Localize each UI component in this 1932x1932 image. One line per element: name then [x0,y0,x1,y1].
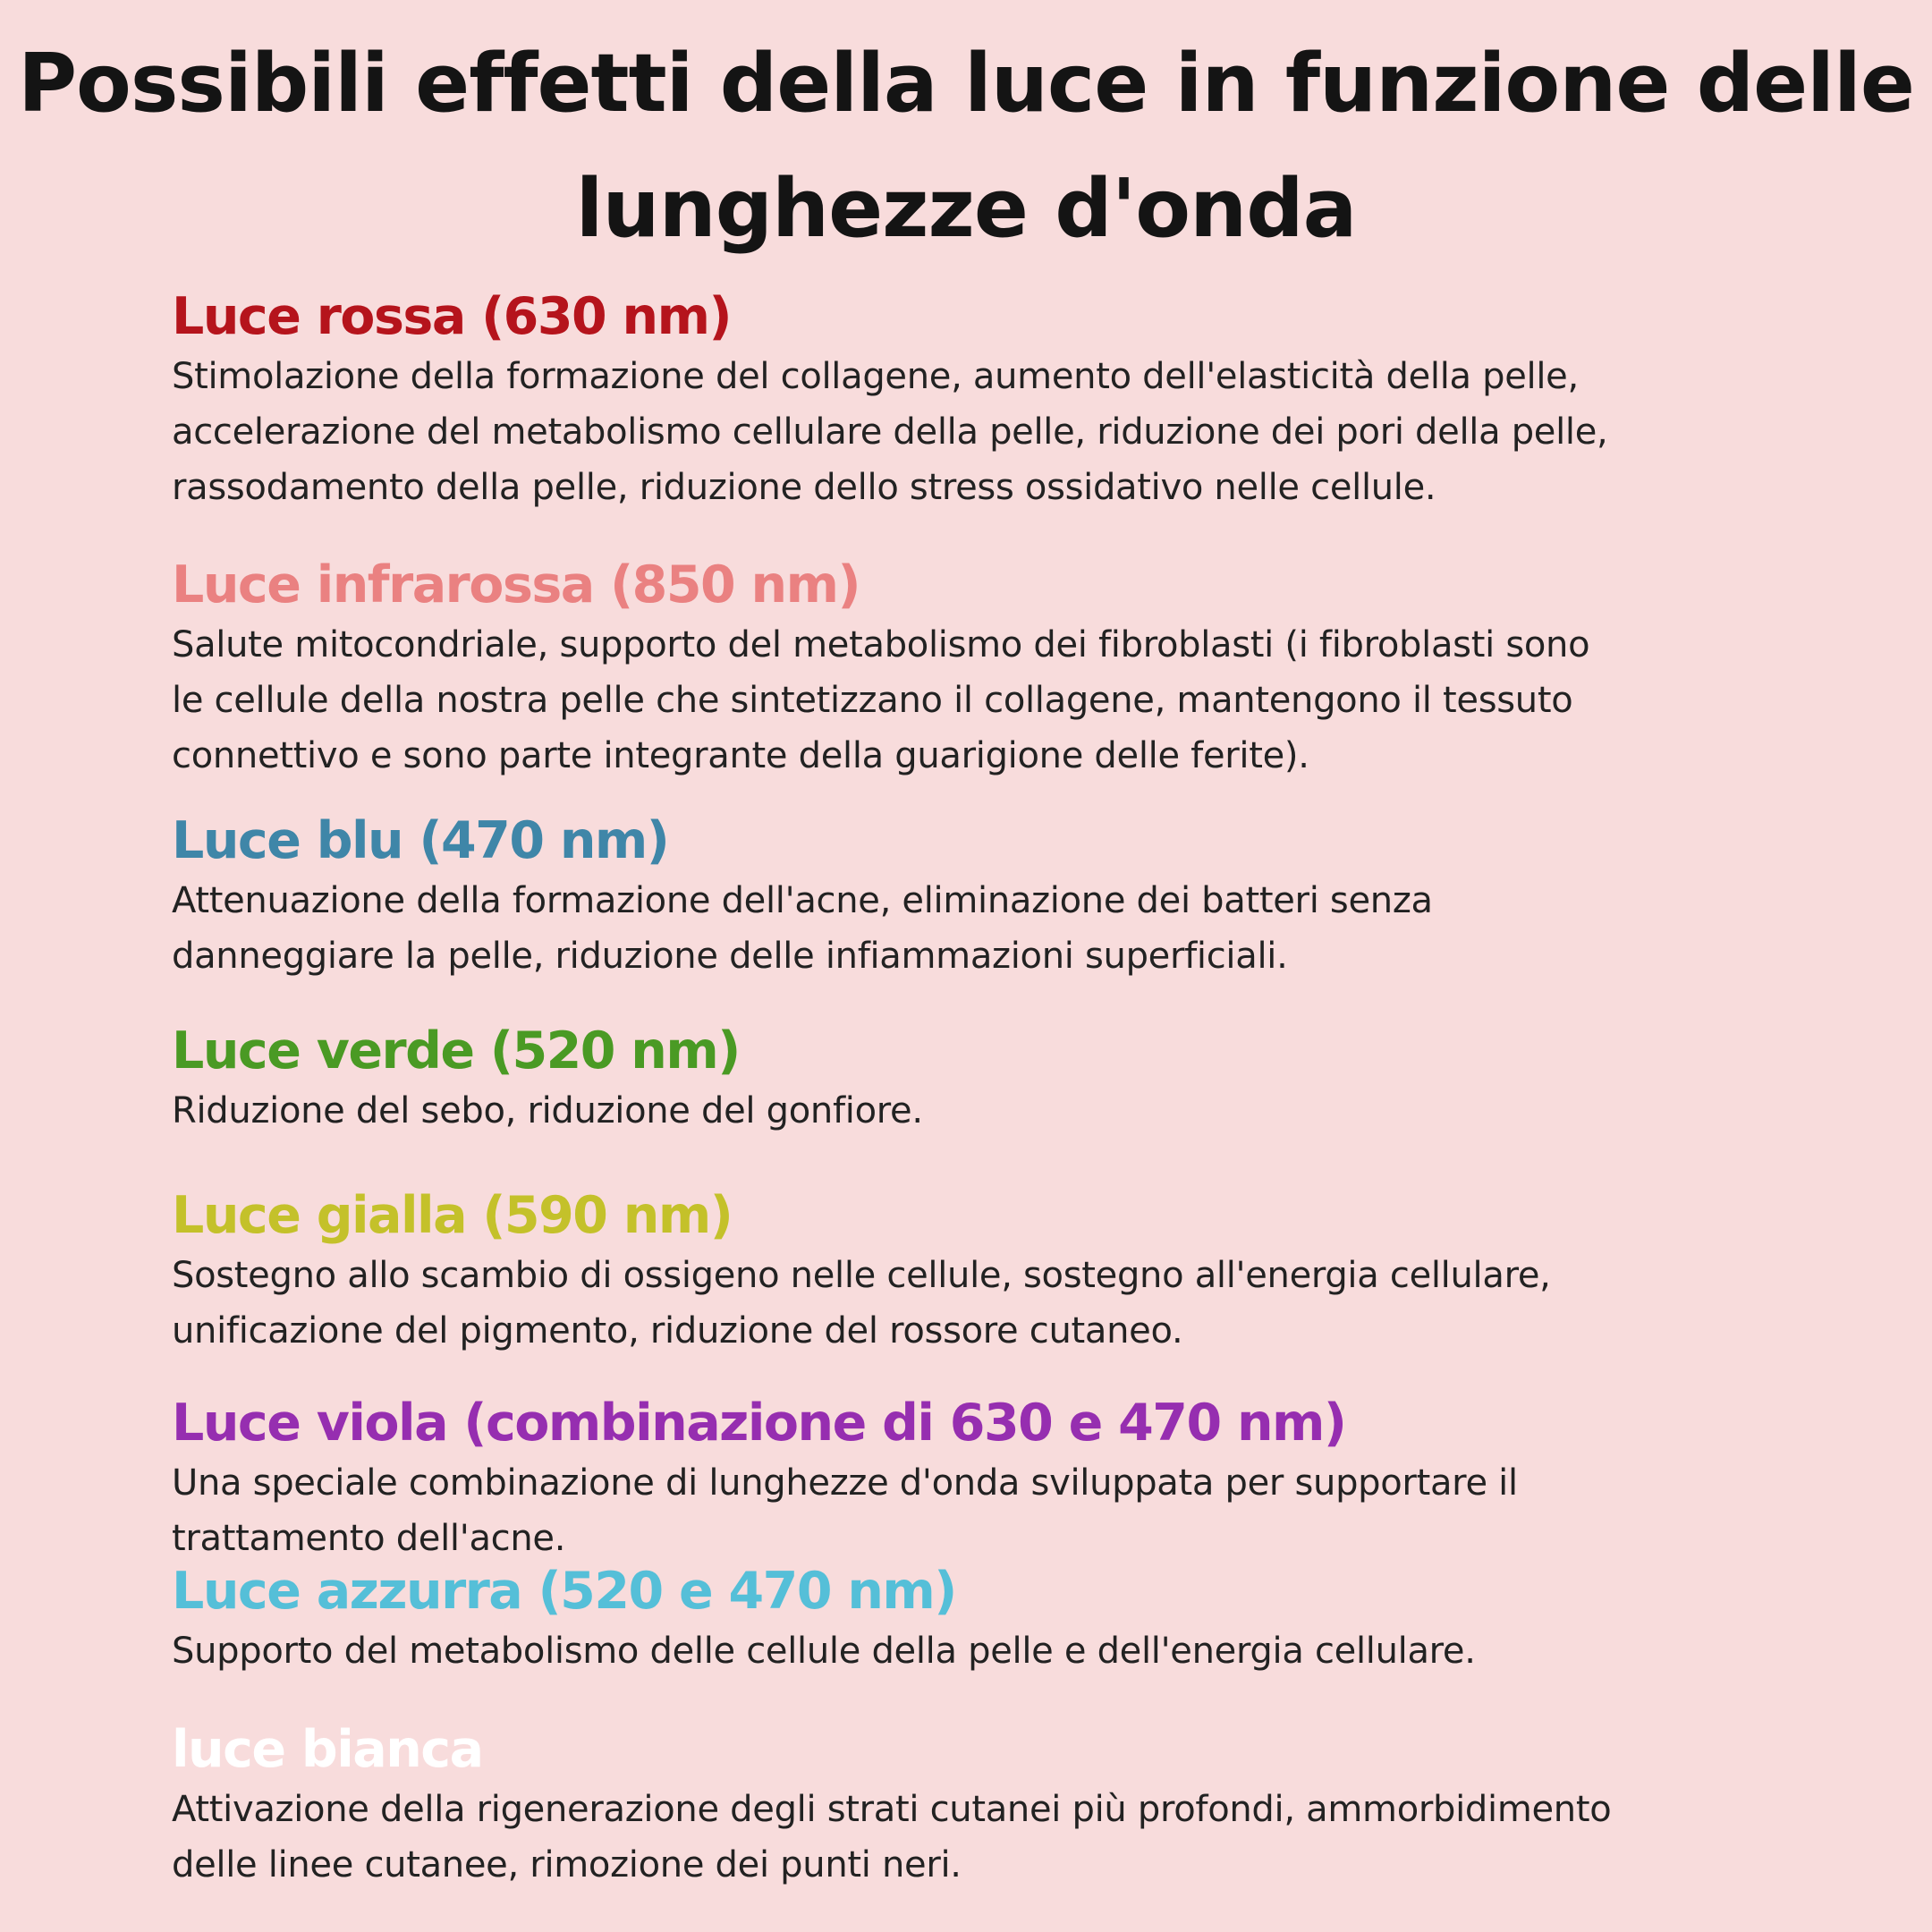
page-title [0,21,1932,272]
section-violet-light [172,1391,1925,1566]
page-title-line-2: lunghezze d'onda [575,162,1357,256]
section-heading-red: Luce rossa (630 nm) [172,287,732,346]
section-heading-violet: Luce viola (combinazione di 630 e 470 nm) [172,1394,1346,1453]
section-red-light [172,284,1925,515]
text-line: Riduzione del sebo, riduzione del gonfiore. [172,1090,923,1131]
text-line: delle linee cutanee, rimozione dei punti neri. [172,1844,962,1885]
section-text-azure [172,1623,1925,1679]
section-text-red [172,349,1925,515]
section-heading-blue: Luce blu (470 nm) [172,811,669,870]
section-azure-light [172,1559,1925,1679]
section-heading-azure: Luce azzurra (520 e 470 nm) [172,1562,956,1621]
text-line: Attivazione della rigenerazione degli strati cutanei più profondi, ammorbidimento [172,1789,1612,1830]
section-heading-white: luce bianca [172,1720,483,1779]
section-text-white [172,1782,1925,1893]
text-line: Salute mitocondriale, supporto del metabolismo dei fibroblasti (i fibroblasti sono [172,624,1590,665]
text-line: Stimolazione della formazione del collagene, aumento dell'elasticità della pelle, [172,356,1579,397]
section-blue-light [172,809,1925,984]
page-title-line-1: Possibili effetti della luce in funzione delle [18,37,1914,131]
text-line: connettivo e sono parte integrante della guarigione delle ferite). [172,735,1309,776]
text-line: rassodamento della pelle, riduzione dello stress ossidativo nelle cellule. [172,467,1436,508]
section-infrared-light [172,553,1925,784]
section-text-infrared [172,617,1925,784]
section-text-green [172,1083,1925,1139]
text-line: unificazione del pigmento, riduzione del rossore cutaneo. [172,1310,1183,1352]
text-line: Una speciale combinazione di lunghezze d'onda sviluppata per supportare il [172,1462,1518,1504]
section-green-light [172,1019,1925,1139]
text-line: accelerazione del metabolismo cellulare della pelle, riduzione dei pori della pelle, [172,411,1608,453]
text-line: trattamento dell'acne. [172,1518,566,1559]
section-heading-green: Luce verde (520 nm) [172,1021,740,1080]
text-line: Attenuazione della formazione dell'acne, eliminazione dei batteri senza [172,880,1433,921]
section-text-violet [172,1455,1925,1566]
section-yellow-light [172,1183,1925,1359]
text-line: Supporto del metabolismo delle cellule della pelle e dell'energia cellulare. [172,1631,1476,1672]
section-text-yellow [172,1248,1925,1359]
text-line: le cellule della nostra pelle che sintetizzano il collagene, mantengono il tessuto [172,680,1573,721]
text-line: Sostegno allo scambio di ossigeno nelle cellule, sostegno all'energia cellulare, [172,1255,1551,1296]
section-heading-yellow: Luce gialla (590 nm) [172,1186,733,1245]
section-text-blue [172,873,1925,984]
section-white-light [172,1717,1925,1893]
text-line: danneggiare la pelle, riduzione delle infiammazioni superficiali. [172,936,1288,977]
section-heading-infrared: Luce infrarossa (850 nm) [172,555,860,614]
